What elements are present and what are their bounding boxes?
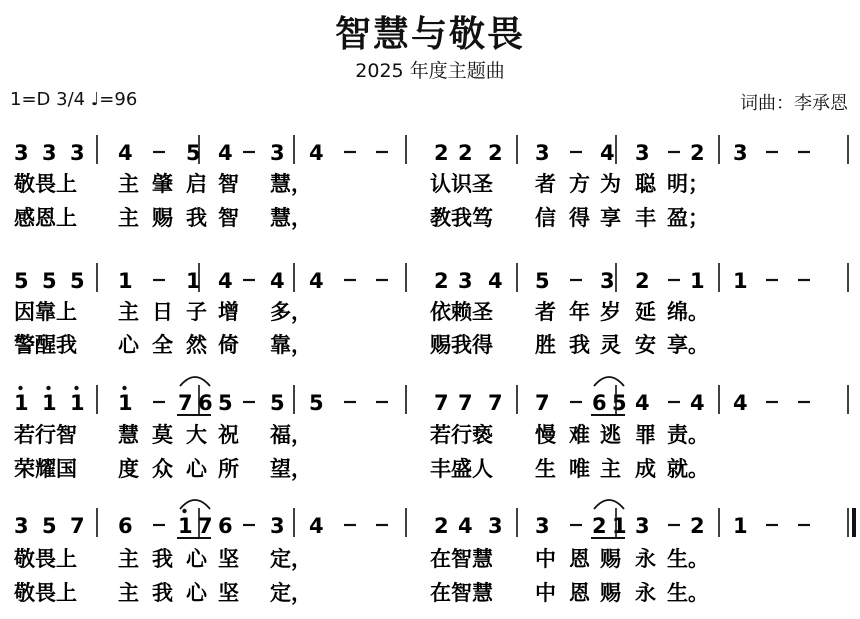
note-digit: 4 bbox=[488, 269, 503, 293]
lyric-syllable: 主 bbox=[118, 581, 139, 605]
note-digit: 4 bbox=[309, 514, 324, 538]
lyric-syllable: 警醒我 bbox=[14, 333, 77, 357]
note-digit: 3 bbox=[488, 514, 503, 538]
lyric-syllable: 主 bbox=[118, 547, 139, 571]
note-digit: 4 bbox=[309, 269, 324, 293]
note-digit: 4 bbox=[218, 269, 233, 293]
note-digit: 4 bbox=[458, 514, 473, 538]
lyric-syllable: 胜 bbox=[535, 333, 556, 357]
lyric-syllable: 赐 bbox=[600, 547, 621, 571]
lyric-syllable: 就。 bbox=[667, 457, 709, 481]
lyric-syllable: 肇 bbox=[152, 172, 173, 196]
lyric-syllable: 赐 bbox=[152, 206, 173, 230]
lyric-syllable: 明； bbox=[667, 172, 709, 196]
lyric-syllable: 大 bbox=[186, 423, 207, 447]
note-digit: 1 bbox=[14, 391, 29, 415]
lyric-syllable: 慧 bbox=[118, 423, 139, 447]
lyric-syllable: 全 bbox=[152, 333, 173, 357]
lyric-syllable: 日 bbox=[152, 300, 173, 324]
note-digit: 6 bbox=[118, 514, 133, 538]
lyric-syllable: 度 bbox=[118, 457, 139, 481]
lyric-syllable: 唯 bbox=[569, 457, 590, 481]
lyric-syllable: 永 bbox=[635, 547, 656, 571]
note-digit: 4 bbox=[218, 141, 233, 165]
lyric-syllable: 丰 bbox=[635, 206, 656, 230]
lyric-syllable: 心 bbox=[186, 457, 207, 481]
note-digit: 1 bbox=[118, 269, 133, 293]
note-digit: 7 bbox=[70, 514, 85, 538]
lyric-syllable: 智 bbox=[218, 206, 239, 230]
note-digit: 2 bbox=[434, 141, 449, 165]
lyric-syllable: 盈； bbox=[667, 206, 709, 230]
note-digit: 2 bbox=[434, 514, 449, 538]
lyric-syllable: 丰盛人 bbox=[430, 457, 493, 481]
lyric-syllable: 主 bbox=[600, 457, 621, 481]
note-digit: 4 bbox=[118, 141, 133, 165]
lyric-syllable: 中 bbox=[535, 581, 556, 605]
lyric-syllable: 坚 bbox=[218, 547, 239, 571]
lyric-syllable: 岁 bbox=[600, 300, 621, 324]
note-digit: 3 bbox=[600, 269, 615, 293]
lyric-syllable: 靠， bbox=[270, 333, 312, 357]
note-digit: 2 bbox=[635, 269, 650, 293]
note-digit: 3 bbox=[635, 514, 650, 538]
lyric-syllable: 安 bbox=[635, 333, 656, 357]
lyric-syllable: 中 bbox=[535, 547, 556, 571]
tie-arc bbox=[180, 377, 210, 386]
note-digit: 5 bbox=[186, 141, 201, 165]
note-digit: 5 bbox=[14, 269, 29, 293]
lyric-syllable: 心 bbox=[186, 581, 207, 605]
lyric-syllable: 绵。 bbox=[667, 300, 709, 324]
note-digit: 1 bbox=[42, 391, 57, 415]
lyric-syllable: 延 bbox=[635, 300, 656, 324]
note-digit: 3 bbox=[42, 141, 57, 165]
note-digit: 3 bbox=[733, 141, 748, 165]
note-digit: 7 bbox=[178, 391, 193, 415]
lyric-syllable: 主 bbox=[118, 172, 139, 196]
lyric-syllable: 荣耀国 bbox=[14, 457, 77, 481]
lyric-syllable: 我 bbox=[186, 206, 207, 230]
lyric-syllable: 定， bbox=[270, 581, 312, 605]
high-octave-dot bbox=[74, 386, 78, 390]
lyric-syllable: 成 bbox=[635, 457, 656, 481]
note-digit: 1 bbox=[118, 391, 133, 415]
lyric-syllable: 享 bbox=[600, 206, 621, 230]
tie-arc bbox=[594, 500, 624, 509]
lyric-syllable: 生 bbox=[535, 457, 556, 481]
lyric-syllable: 敬畏上 bbox=[14, 581, 77, 605]
lyric-syllable: 敬畏上 bbox=[14, 547, 77, 571]
note-digit: 2 bbox=[592, 514, 607, 538]
lyric-syllable: 者 bbox=[535, 300, 556, 324]
note-digit: 4 bbox=[270, 269, 285, 293]
lyric-syllable: 在智慧 bbox=[430, 581, 493, 605]
lyric-syllable: 所 bbox=[218, 457, 239, 481]
note-digit: 1 bbox=[186, 269, 201, 293]
note-digit: 3 bbox=[458, 269, 473, 293]
lyric-syllable: 赐 bbox=[600, 581, 621, 605]
lyric-syllable: 主 bbox=[118, 300, 139, 324]
lyric-syllable: 众 bbox=[152, 457, 173, 481]
note-digit: 4 bbox=[635, 391, 650, 415]
note-digit: 5 bbox=[535, 269, 550, 293]
lyric-syllable: 恩 bbox=[569, 581, 590, 605]
lyric-syllable: 心 bbox=[118, 333, 139, 357]
lyric-syllable: 永 bbox=[635, 581, 656, 605]
note-digit: 5 bbox=[42, 514, 57, 538]
lyric-syllable: 福， bbox=[270, 423, 312, 447]
note-digit: 4 bbox=[309, 141, 324, 165]
note-digit: 5 bbox=[270, 391, 285, 415]
lyric-syllable: 心 bbox=[186, 547, 207, 571]
lyric-syllable: 感恩上 bbox=[14, 206, 77, 230]
lyric-syllable: 定， bbox=[270, 547, 312, 571]
credits: 词曲：李承恩 bbox=[740, 93, 848, 114]
note-digit: 3 bbox=[70, 141, 85, 165]
lyric-syllable: 慧， bbox=[270, 172, 312, 196]
lyric-syllable: 享。 bbox=[667, 333, 709, 357]
lyric-syllable: 启 bbox=[186, 172, 207, 196]
lyric-syllable: 恩 bbox=[569, 547, 590, 571]
lyric-syllable: 生。 bbox=[667, 547, 709, 571]
lyric-syllable: 赐我得 bbox=[430, 333, 493, 357]
lyric-syllable: 难 bbox=[569, 423, 590, 447]
lyric-syllable: 责。 bbox=[667, 423, 709, 447]
note-digit: 2 bbox=[488, 141, 503, 165]
note-digit: 5 bbox=[218, 391, 233, 415]
lyric-syllable: 慢 bbox=[535, 423, 556, 447]
note-digit: 1 bbox=[70, 391, 85, 415]
note-digit: 6 bbox=[592, 391, 607, 415]
lyric-syllable: 主 bbox=[118, 206, 139, 230]
lyric-syllable: 智 bbox=[218, 172, 239, 196]
note-digit: 3 bbox=[14, 141, 29, 165]
note-digit: 7 bbox=[198, 514, 213, 538]
lyric-syllable: 望， bbox=[270, 457, 312, 481]
lyric-syllable: 在智慧 bbox=[430, 547, 493, 571]
lyric-syllable: 多， bbox=[270, 300, 312, 324]
note-digit: 3 bbox=[14, 514, 29, 538]
note-digit: 1 bbox=[178, 514, 193, 538]
lyric-syllable: 若行亵 bbox=[430, 423, 493, 447]
lyric-syllable: 灵 bbox=[600, 333, 621, 357]
note-digit: 1 bbox=[733, 514, 748, 538]
note-digit: 3 bbox=[535, 514, 550, 538]
note-digit: 4 bbox=[733, 391, 748, 415]
lyric-syllable: 逃 bbox=[600, 423, 621, 447]
note-digit: 7 bbox=[458, 391, 473, 415]
song-title: 智慧与敬畏 bbox=[334, 14, 525, 55]
lyric-syllable: 为 bbox=[600, 172, 621, 196]
note-digit: 6 bbox=[218, 514, 233, 538]
lyric-syllable: 生。 bbox=[667, 581, 709, 605]
note-digit: 3 bbox=[270, 514, 285, 538]
note-digit: 5 bbox=[70, 269, 85, 293]
lyric-syllable: 莫 bbox=[152, 423, 173, 447]
tie-arc bbox=[180, 500, 210, 509]
lyric-syllable: 坚 bbox=[218, 581, 239, 605]
lyric-syllable: 方 bbox=[569, 172, 590, 196]
song-subtitle: 2025 年度主题曲 bbox=[355, 60, 505, 82]
high-octave-dot bbox=[182, 509, 186, 513]
lyric-syllable: 年 bbox=[569, 300, 590, 324]
note-digit: 5 bbox=[309, 391, 324, 415]
lyric-syllable: 倚 bbox=[218, 333, 239, 357]
lyric-syllable: 聪 bbox=[635, 172, 656, 196]
lyric-syllable: 因靠上 bbox=[14, 300, 77, 324]
tie-arc bbox=[594, 377, 624, 386]
note-digit: 4 bbox=[690, 391, 705, 415]
note-digit: 2 bbox=[434, 269, 449, 293]
lyric-syllable: 认识圣 bbox=[430, 172, 493, 196]
lyric-syllable: 教我笃 bbox=[430, 206, 493, 230]
high-octave-dot bbox=[46, 386, 50, 390]
note-digit: 4 bbox=[600, 141, 615, 165]
note-digit: 2 bbox=[690, 141, 705, 165]
lyric-syllable: 我 bbox=[152, 581, 173, 605]
note-digit: 5 bbox=[612, 391, 627, 415]
lyric-syllable: 得 bbox=[569, 206, 590, 230]
high-octave-dot bbox=[122, 386, 126, 390]
lyric-syllable: 增 bbox=[218, 300, 239, 324]
note-digit: 6 bbox=[198, 391, 213, 415]
key-meter-tempo: 1=D 3/4 ♩=96 bbox=[10, 89, 138, 110]
lyric-syllable: 信 bbox=[535, 206, 556, 230]
lyric-syllable: 然 bbox=[186, 333, 207, 357]
note-digit: 1 bbox=[690, 269, 705, 293]
lyric-syllable: 我 bbox=[152, 547, 173, 571]
note-digit: 2 bbox=[690, 514, 705, 538]
lyric-syllable: 我 bbox=[569, 333, 590, 357]
note-digit: 1 bbox=[612, 514, 627, 538]
lyric-syllable: 者 bbox=[535, 172, 556, 196]
lyric-syllable: 罪 bbox=[635, 423, 656, 447]
final-bar-line bbox=[852, 508, 856, 537]
lyric-syllable: 依赖圣 bbox=[430, 300, 493, 324]
lyric-syllable: 子 bbox=[186, 300, 207, 324]
note-digit: 3 bbox=[635, 141, 650, 165]
lyric-syllable: 敬畏上 bbox=[14, 172, 77, 196]
note-digit: 2 bbox=[458, 141, 473, 165]
lyric-syllable: 慧， bbox=[270, 206, 312, 230]
note-digit: 7 bbox=[434, 391, 449, 415]
note-digit: 1 bbox=[733, 269, 748, 293]
lyric-syllable: 若行智 bbox=[14, 423, 77, 447]
note-digit: 3 bbox=[535, 141, 550, 165]
note-digit: 3 bbox=[270, 141, 285, 165]
lyric-syllable: 祝 bbox=[218, 423, 239, 447]
note-digit: 5 bbox=[42, 269, 57, 293]
note-digit: 7 bbox=[488, 391, 503, 415]
note-digit: 7 bbox=[535, 391, 550, 415]
high-octave-dot bbox=[18, 386, 22, 390]
